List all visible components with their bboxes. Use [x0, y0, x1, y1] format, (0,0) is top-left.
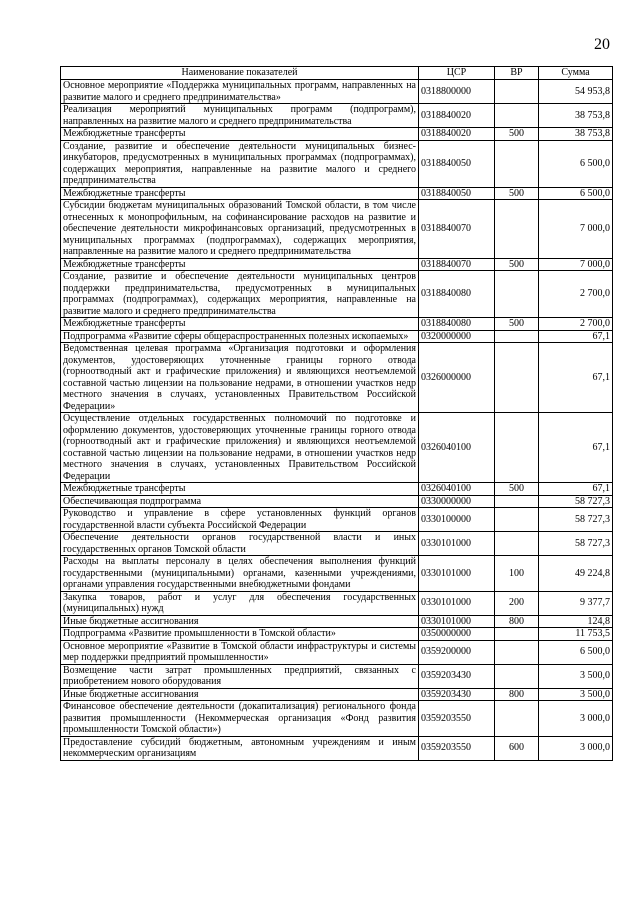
row-vr-cell: [495, 80, 539, 104]
row-name-cell: Создание, развитие и обеспечение деятельности муниципальных бизнес-инкубаторов, предусмотренных в муниципальных программах (подпрограммах), содержащих мероприятия, направленные на развитие малого и среднего предпринимательства: [61, 140, 419, 187]
row-vr-cell: [495, 508, 539, 532]
table-header-row: [61, 67, 613, 80]
row-name-cell: Межбюджетные трансферты: [61, 187, 419, 200]
row-csr-cell: 0318840080: [419, 318, 495, 331]
row-vr-cell: 500: [495, 258, 539, 271]
row-vr-cell: [495, 532, 539, 556]
row-csr-cell: 0359203430: [419, 664, 495, 688]
budget-table: [60, 66, 613, 761]
row-vr-cell: [495, 343, 539, 413]
row-vr-cell: 500: [495, 318, 539, 331]
row-csr-cell: 0330101000: [419, 615, 495, 628]
table-row: [61, 80, 613, 104]
row-vr-cell: [495, 495, 539, 508]
row-csr-cell: 0318800000: [419, 80, 495, 104]
row-sum-cell: 58 727,3: [539, 508, 613, 532]
table-row: [61, 104, 613, 128]
row-sum-cell: 3 500,0: [539, 664, 613, 688]
row-sum-cell: 3 000,0: [539, 736, 613, 760]
row-csr-cell: 0359203430: [419, 688, 495, 701]
row-sum-cell: 6 500,0: [539, 187, 613, 200]
row-name-cell: Субсидии бюджетам муниципальных образований Томской области, в том числе отнесенных к монопрофильным, на софинансирование расходов на развитие и обеспечение деятельности микрофинансовых организаций, предусмотренных в муниципальных программах (подпрограммах), содержащих мероприятия, направленные на развитие малого и среднего предпринимательства: [61, 200, 419, 259]
row-sum-cell: 6 500,0: [539, 640, 613, 664]
row-vr-cell: 500: [495, 187, 539, 200]
row-name-cell: Расходы на выплаты персоналу в целях обеспечения выполнения функций государственными (муниципальными) органами, казенными учреждениями, органами управления государственными внебюджетными фондами: [61, 556, 419, 592]
header-csr: ЦСР: [419, 67, 495, 80]
row-vr-cell: 800: [495, 615, 539, 628]
table-row: [61, 187, 613, 200]
row-vr-cell: [495, 104, 539, 128]
row-name-cell: Реализация мероприятий муниципальных программ (подпрограмм), направленных на развитие малого и среднего предпринимательства: [61, 104, 419, 128]
row-name-cell: Межбюджетные трансферты: [61, 128, 419, 141]
row-csr-cell: 0326040100: [419, 413, 495, 483]
row-sum-cell: 11 753,5: [539, 628, 613, 641]
row-csr-cell: 0350000000: [419, 628, 495, 641]
table-row: [61, 640, 613, 664]
row-csr-cell: 0326000000: [419, 343, 495, 413]
row-sum-cell: 7 000,0: [539, 258, 613, 271]
row-csr-cell: 0330101000: [419, 532, 495, 556]
table-row: [61, 736, 613, 760]
row-name-cell: Межбюджетные трансферты: [61, 483, 419, 496]
row-sum-cell: 6 500,0: [539, 140, 613, 187]
row-vr-cell: 100: [495, 556, 539, 592]
row-name-cell: Финансовое обеспечение деятельности (докапитализация) регионального фонда развития промышленности (Некоммерческая организация «Фонд развития промышленности Томской области»): [61, 701, 419, 737]
row-csr-cell: 0359203550: [419, 701, 495, 737]
page-number: 20: [594, 36, 610, 53]
row-sum-cell: 124,8: [539, 615, 613, 628]
row-name-cell: Обеспечивающая подпрограмма: [61, 495, 419, 508]
row-csr-cell: 0318840050: [419, 140, 495, 187]
header-name: Наименование показателей: [61, 67, 419, 80]
row-csr-cell: 0330101000: [419, 591, 495, 615]
row-sum-cell: 7 000,0: [539, 200, 613, 259]
row-vr-cell: 600: [495, 736, 539, 760]
row-name-cell: Руководство и управление в сфере установленных функций органов государственной власти субъекта Российской Федерации: [61, 508, 419, 532]
row-csr-cell: 0330101000: [419, 556, 495, 592]
table-row: [61, 615, 613, 628]
table-row: [61, 495, 613, 508]
row-name-cell: Возмещение части затрат промышленных предприятий, связанных с приобретением нового оборудования: [61, 664, 419, 688]
row-vr-cell: [495, 664, 539, 688]
row-csr-cell: 0359200000: [419, 640, 495, 664]
header-sum: Сумма: [539, 67, 613, 80]
row-sum-cell: 67,1: [539, 483, 613, 496]
row-name-cell: Обеспечение деятельности органов государственной власти и иных государственных органов Томской области: [61, 532, 419, 556]
row-vr-cell: 200: [495, 591, 539, 615]
row-sum-cell: 58 727,3: [539, 495, 613, 508]
row-name-cell: Подпрограмма «Развитие сферы общераспространенных полезных ископаемых»: [61, 330, 419, 343]
row-vr-cell: 500: [495, 128, 539, 141]
row-name-cell: Основное мероприятие «Поддержка муниципальных программ, направленных на развитие малого и среднего предпринимательства»: [61, 80, 419, 104]
table-row: [61, 200, 613, 259]
header-vr: ВР: [495, 67, 539, 80]
row-vr-cell: [495, 140, 539, 187]
row-sum-cell: 3 500,0: [539, 688, 613, 701]
table-row: [61, 591, 613, 615]
table-row: [61, 701, 613, 737]
row-name-cell: Основное мероприятие «Развитие в Томской области инфраструктуры и системы мер поддержки предприятий промышленности»: [61, 640, 419, 664]
table-row: [61, 318, 613, 331]
row-sum-cell: 3 000,0: [539, 701, 613, 737]
row-sum-cell: 67,1: [539, 343, 613, 413]
row-csr-cell: 0318840020: [419, 104, 495, 128]
table-row: [61, 258, 613, 271]
row-csr-cell: 0318840070: [419, 258, 495, 271]
row-vr-cell: [495, 271, 539, 318]
row-sum-cell: 58 727,3: [539, 532, 613, 556]
row-csr-cell: 0318840050: [419, 187, 495, 200]
row-name-cell: Межбюджетные трансферты: [61, 318, 419, 331]
row-sum-cell: 2 700,0: [539, 318, 613, 331]
table-row: [61, 483, 613, 496]
table-row: [61, 128, 613, 141]
row-vr-cell: [495, 330, 539, 343]
row-vr-cell: 800: [495, 688, 539, 701]
table-row: [61, 532, 613, 556]
row-vr-cell: [495, 200, 539, 259]
row-csr-cell: 0320000000: [419, 330, 495, 343]
row-vr-cell: 500: [495, 483, 539, 496]
row-vr-cell: [495, 701, 539, 737]
row-name-cell: Закупка товаров, работ и услуг для обеспечения государственных (муниципальных) нужд: [61, 591, 419, 615]
row-vr-cell: [495, 640, 539, 664]
table-row: [61, 330, 613, 343]
row-name-cell: Подпрограмма «Развитие промышленности в Томской области»: [61, 628, 419, 641]
row-sum-cell: 67,1: [539, 330, 613, 343]
row-csr-cell: 0318840080: [419, 271, 495, 318]
table-row: [61, 664, 613, 688]
row-name-cell: Иные бюджетные ассигнования: [61, 688, 419, 701]
row-sum-cell: 38 753,8: [539, 128, 613, 141]
row-name-cell: Создание, развитие и обеспечение деятельности муниципальных центров поддержки предпринимательства, предусмотренных в муниципальных программах (подпрограммах), содержащих мероприятия, направленные на развитие малого и среднего предпринимательства: [61, 271, 419, 318]
row-name-cell: Межбюджетные трансферты: [61, 258, 419, 271]
row-name-cell: Иные бюджетные ассигнования: [61, 615, 419, 628]
row-csr-cell: 0318840020: [419, 128, 495, 141]
row-sum-cell: 67,1: [539, 413, 613, 483]
row-sum-cell: 9 377,7: [539, 591, 613, 615]
table-row: [61, 688, 613, 701]
table-row: [61, 271, 613, 318]
table-row: [61, 343, 613, 413]
row-name-cell: Ведомственная целевая программа «Организация подготовки и оформления документов, удостоверяющих уточненные границы горного отвода (горноотводный акт и графические приложения) и являющихся неотъемлемой составной частью лицензии на пользование недрами, в отношении участков недр местного значения в случаях, установленных Правительством Российской Федерации»: [61, 343, 419, 413]
row-name-cell: Осуществление отдельных государственных полномочий по подготовке и оформлению документов, удостоверяющих уточненные границы горного отвода (горноотводный акт и графические приложения) и являющихся неотъемлемой составной частью лицензии на пользование недрами, в отношении участков недр местного значения в случаях, установленных Правительством Российской Федерации: [61, 413, 419, 483]
row-csr-cell: 0318840070: [419, 200, 495, 259]
row-csr-cell: 0330100000: [419, 508, 495, 532]
row-csr-cell: 0359203550: [419, 736, 495, 760]
row-vr-cell: [495, 413, 539, 483]
table-row: [61, 508, 613, 532]
table-row: [61, 556, 613, 592]
row-sum-cell: 38 753,8: [539, 104, 613, 128]
row-sum-cell: 49 224,8: [539, 556, 613, 592]
table-row: [61, 628, 613, 641]
row-sum-cell: 54 953,8: [539, 80, 613, 104]
row-name-cell: Предоставление субсидий бюджетным, автономным учреждениям и иным некоммерческим организациям: [61, 736, 419, 760]
table-row: [61, 413, 613, 483]
table-row: [61, 140, 613, 187]
row-csr-cell: 0326040100: [419, 483, 495, 496]
row-csr-cell: 0330000000: [419, 495, 495, 508]
row-vr-cell: [495, 628, 539, 641]
row-sum-cell: 2 700,0: [539, 271, 613, 318]
